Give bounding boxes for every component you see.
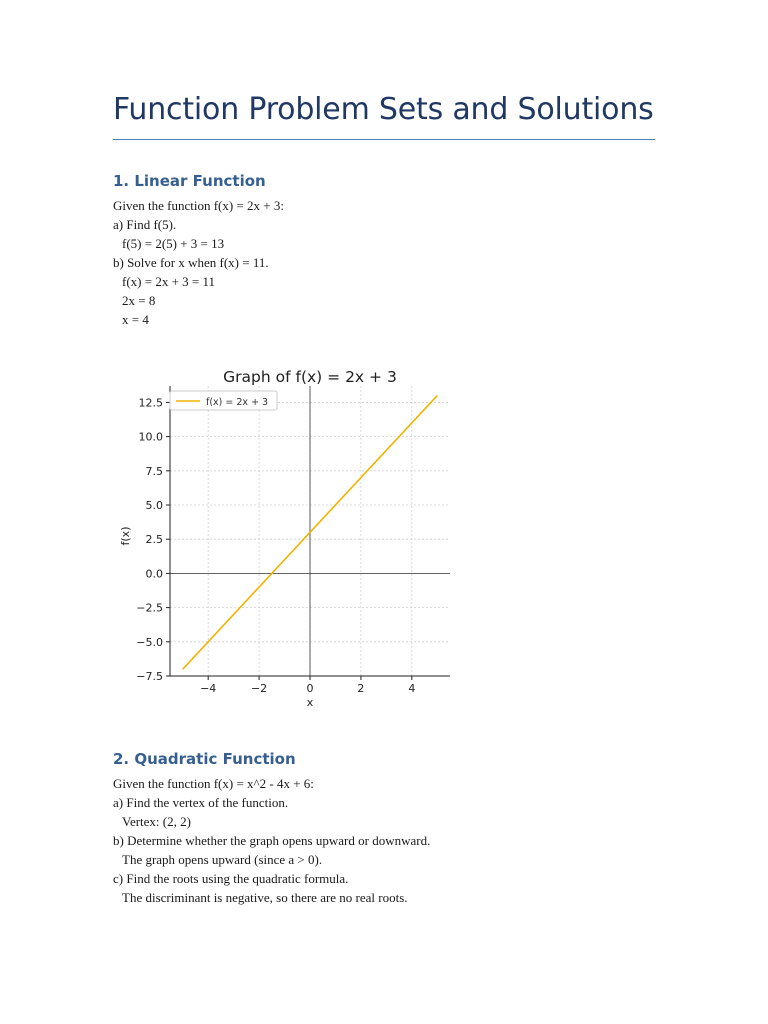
answer-a: Vertex: (2, 2) — [122, 814, 191, 829]
x-tick-label: 2 — [357, 682, 365, 695]
question-b: b) Determine whether the graph opens upward or downward. — [113, 833, 431, 848]
chart-title: Graph of f(x) = 2x + 3 — [223, 368, 397, 386]
answer-a: f(5) = 2(5) + 3 = 13 — [122, 236, 225, 251]
y-tick-label: −5.0 — [136, 635, 163, 649]
question-a: a) Find f(5). — [113, 217, 177, 232]
y-tick-label: 2.5 — [145, 533, 163, 547]
title-divider — [113, 139, 655, 140]
problem-statement: Given the function f(x) = 2x + 3: — [113, 198, 284, 213]
page-title: Function Problem Sets and Solutions — [113, 92, 654, 127]
problem-statement: Given the function f(x) = x^2 - 4x + 6: — [113, 776, 314, 791]
y-tick-label: 5.0 — [145, 499, 163, 513]
answer-b-step-3: x = 4 — [122, 312, 149, 327]
chart-canvas — [113, 346, 489, 718]
section-heading-linear: 1. Linear Function — [113, 172, 266, 190]
x-tick-label: 0 — [306, 682, 314, 695]
chart-x-axis-label: x — [306, 696, 314, 709]
chart-background — [113, 346, 489, 718]
question-a: a) Find the vertex of the function. — [113, 795, 289, 810]
answer-b-step-2: 2x = 8 — [122, 293, 156, 308]
y-tick-label: −7.5 — [136, 670, 163, 683]
y-tick-label: 10.0 — [138, 430, 163, 444]
linear-function-chart — [113, 346, 489, 718]
chart-y-axis-label: f(x) — [119, 526, 132, 546]
y-tick-label: 7.5 — [145, 464, 163, 478]
x-tick-label: −2 — [250, 682, 268, 695]
x-tick-label: −4 — [200, 682, 217, 695]
question-c: c) Find the roots using the quadratic formula. — [113, 871, 349, 886]
legend-label: f(x) = 2x + 3 — [206, 397, 269, 408]
y-tick-label: −2.5 — [136, 601, 163, 615]
answer-c: The discriminant is negative, so there are no real roots. — [122, 890, 408, 905]
y-tick-label: 0.0 — [145, 567, 163, 581]
section-heading-quadratic: 2. Quadratic Function — [113, 750, 296, 768]
y-tick-label: 12.5 — [138, 396, 163, 410]
answer-b-step-1: f(x) = 2x + 3 = 11 — [122, 274, 215, 289]
chart-legend — [170, 391, 277, 410]
answer-b: The graph opens upward (since a > 0). — [122, 852, 323, 867]
question-b: b) Solve for x when f(x) = 11. — [113, 255, 269, 270]
x-tick-label: 4 — [408, 682, 416, 695]
